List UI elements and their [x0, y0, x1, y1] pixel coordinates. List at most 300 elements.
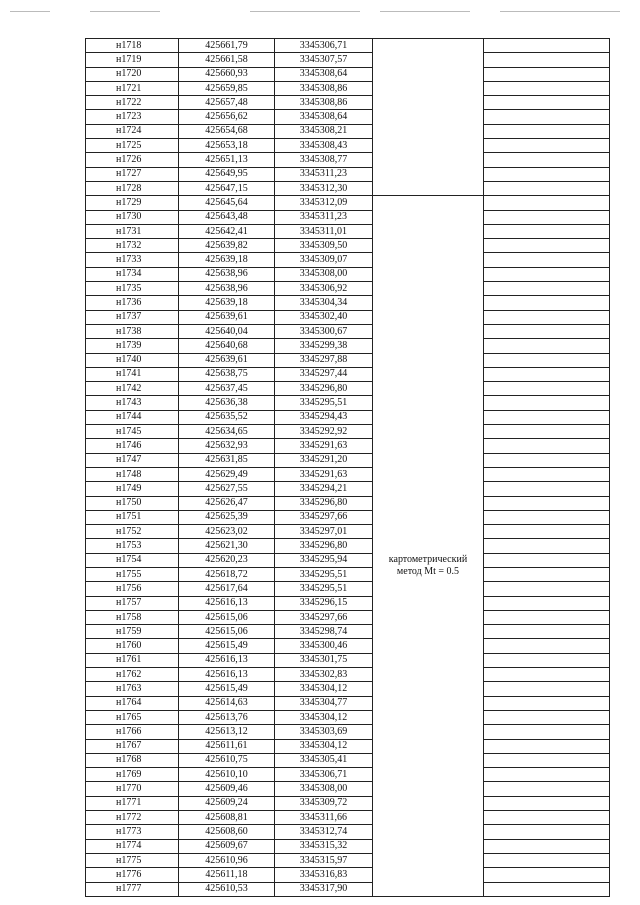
- point-id-cell: н1772: [86, 811, 179, 825]
- y-coordinate-cell: 3345311,23: [275, 210, 373, 224]
- x-coordinate-cell: 425635,52: [179, 410, 275, 424]
- table-row: [86, 768, 610, 782]
- empty-cell: [484, 367, 610, 381]
- point-id-cell: н1723: [86, 110, 179, 124]
- y-coordinate-cell: 3345308,77: [275, 153, 373, 167]
- x-coordinate-cell: 425640,04: [179, 324, 275, 338]
- x-coordinate-cell: 425649,95: [179, 167, 275, 181]
- y-coordinate-cell: 3345308,86: [275, 96, 373, 110]
- empty-cell: [484, 224, 610, 238]
- y-coordinate-cell: 3345297,66: [275, 610, 373, 624]
- x-coordinate-cell: 425629,49: [179, 467, 275, 481]
- x-coordinate-cell: 425636,38: [179, 396, 275, 410]
- point-id-cell: н1736: [86, 296, 179, 310]
- table-row: [86, 339, 610, 353]
- x-coordinate-cell: 425639,61: [179, 353, 275, 367]
- table-row: [86, 310, 610, 324]
- table-row: [86, 425, 610, 439]
- empty-cell: [484, 553, 610, 567]
- table-row: [86, 196, 610, 210]
- x-coordinate-cell: 425618,72: [179, 567, 275, 581]
- y-coordinate-cell: 3345306,92: [275, 282, 373, 296]
- x-coordinate-cell: 425616,13: [179, 668, 275, 682]
- x-coordinate-cell: 425610,75: [179, 753, 275, 767]
- x-coordinate-cell: 425613,12: [179, 725, 275, 739]
- x-coordinate-cell: 425608,81: [179, 811, 275, 825]
- table-row: [86, 811, 610, 825]
- point-id-cell: н1738: [86, 324, 179, 338]
- y-coordinate-cell: 3345316,83: [275, 868, 373, 882]
- empty-cell: [484, 81, 610, 95]
- x-coordinate-cell: 425632,93: [179, 439, 275, 453]
- x-coordinate-cell: 425608,60: [179, 825, 275, 839]
- point-id-cell: н1766: [86, 725, 179, 739]
- empty-cell: [484, 310, 610, 324]
- table-row: [86, 725, 610, 739]
- x-coordinate-cell: 425638,96: [179, 267, 275, 281]
- y-coordinate-cell: 3345297,66: [275, 510, 373, 524]
- empty-cell: [484, 96, 610, 110]
- point-id-cell: н1749: [86, 482, 179, 496]
- empty-cell: [484, 639, 610, 653]
- y-coordinate-cell: 3345308,64: [275, 110, 373, 124]
- table-row: [86, 653, 610, 667]
- point-id-cell: н1732: [86, 239, 179, 253]
- y-coordinate-cell: 3345298,74: [275, 625, 373, 639]
- table-row: [86, 482, 610, 496]
- x-coordinate-cell: 425609,24: [179, 796, 275, 810]
- y-coordinate-cell: 3345297,01: [275, 525, 373, 539]
- x-coordinate-cell: 425615,49: [179, 682, 275, 696]
- point-id-cell: н1737: [86, 310, 179, 324]
- coordinates-table: [85, 38, 610, 897]
- y-coordinate-cell: 3345317,90: [275, 882, 373, 896]
- x-coordinate-cell: 425643,48: [179, 210, 275, 224]
- empty-cell: [484, 811, 610, 825]
- table-row: [86, 353, 610, 367]
- y-coordinate-cell: 3345297,88: [275, 353, 373, 367]
- y-coordinate-cell: 3345296,80: [275, 539, 373, 553]
- empty-cell: [484, 382, 610, 396]
- table-row: [86, 39, 610, 53]
- table-row: [86, 153, 610, 167]
- empty-cell: [484, 110, 610, 124]
- method-cell: [373, 196, 484, 897]
- y-coordinate-cell: 3345304,34: [275, 296, 373, 310]
- x-coordinate-cell: 425639,18: [179, 253, 275, 267]
- y-coordinate-cell: 3345291,20: [275, 453, 373, 467]
- y-coordinate-cell: 3345291,63: [275, 467, 373, 481]
- y-coordinate-cell: 3345308,86: [275, 81, 373, 95]
- y-coordinate-cell: 3345296,15: [275, 596, 373, 610]
- empty-cell: [484, 39, 610, 53]
- point-id-cell: н1769: [86, 768, 179, 782]
- table-row: [86, 382, 610, 396]
- y-coordinate-cell: 3345303,69: [275, 725, 373, 739]
- empty-cell: [484, 753, 610, 767]
- point-id-cell: н1762: [86, 668, 179, 682]
- y-coordinate-cell: 3345291,63: [275, 439, 373, 453]
- empty-cell: [484, 181, 610, 195]
- table-row: [86, 210, 610, 224]
- empty-cell: [484, 625, 610, 639]
- empty-cell: [484, 396, 610, 410]
- scan-artifact-top: [0, 0, 640, 14]
- empty-cell: [484, 339, 610, 353]
- table-row: [86, 625, 610, 639]
- empty-cell: [484, 410, 610, 424]
- empty-cell: [484, 53, 610, 67]
- empty-cell: [484, 267, 610, 281]
- point-id-cell: н1775: [86, 853, 179, 867]
- empty-cell: [484, 868, 610, 882]
- y-coordinate-cell: 3345308,43: [275, 139, 373, 153]
- empty-cell: [484, 153, 610, 167]
- x-coordinate-cell: 425661,79: [179, 39, 275, 53]
- table-row: [86, 553, 610, 567]
- y-coordinate-cell: 3345295,51: [275, 582, 373, 596]
- table-row: [86, 81, 610, 95]
- x-coordinate-cell: 425639,18: [179, 296, 275, 310]
- point-id-cell: н1726: [86, 153, 179, 167]
- empty-cell: [484, 253, 610, 267]
- table-row: [86, 882, 610, 896]
- table-row: [86, 610, 610, 624]
- y-coordinate-cell: 3345302,83: [275, 668, 373, 682]
- empty-cell: [484, 196, 610, 210]
- table-row: [86, 567, 610, 581]
- point-id-cell: н1718: [86, 39, 179, 53]
- empty-cell: [484, 825, 610, 839]
- table-row: [86, 710, 610, 724]
- table-row: [86, 825, 610, 839]
- x-coordinate-cell: 425616,13: [179, 596, 275, 610]
- y-coordinate-cell: 3345294,21: [275, 482, 373, 496]
- y-coordinate-cell: 3345294,43: [275, 410, 373, 424]
- y-coordinate-cell: 3345300,67: [275, 324, 373, 338]
- x-coordinate-cell: 425637,45: [179, 382, 275, 396]
- table-row: [86, 839, 610, 853]
- method-note-line-2: метод Mt = 0.5: [396, 566, 460, 578]
- y-coordinate-cell: 3345295,51: [275, 396, 373, 410]
- table-row: [86, 239, 610, 253]
- point-id-cell: н1744: [86, 410, 179, 424]
- method-cell-empty: [373, 39, 484, 196]
- point-id-cell: н1750: [86, 496, 179, 510]
- point-id-cell: н1721: [86, 81, 179, 95]
- empty-cell: [484, 596, 610, 610]
- x-coordinate-cell: 425651,13: [179, 153, 275, 167]
- y-coordinate-cell: 3345308,64: [275, 67, 373, 81]
- point-id-cell: н1740: [86, 353, 179, 367]
- point-id-cell: н1757: [86, 596, 179, 610]
- point-id-cell: н1764: [86, 696, 179, 710]
- table-row: [86, 410, 610, 424]
- x-coordinate-cell: 425653,18: [179, 139, 275, 153]
- empty-cell: [484, 882, 610, 896]
- point-id-cell: н1758: [86, 610, 179, 624]
- point-id-cell: н1728: [86, 181, 179, 195]
- empty-cell: [484, 139, 610, 153]
- table-row: [86, 782, 610, 796]
- point-id-cell: н1760: [86, 639, 179, 653]
- table-row: [86, 853, 610, 867]
- table-row: [86, 582, 610, 596]
- table-row: [86, 167, 610, 181]
- x-coordinate-cell: 425616,13: [179, 653, 275, 667]
- x-coordinate-cell: 425657,48: [179, 96, 275, 110]
- empty-cell: [484, 739, 610, 753]
- point-id-cell: н1720: [86, 67, 179, 81]
- y-coordinate-cell: 3345308,00: [275, 782, 373, 796]
- point-id-cell: н1768: [86, 753, 179, 767]
- x-coordinate-cell: 425639,82: [179, 239, 275, 253]
- empty-cell: [484, 296, 610, 310]
- y-coordinate-cell: 3345299,38: [275, 339, 373, 353]
- x-coordinate-cell: 425639,61: [179, 310, 275, 324]
- empty-cell: [484, 282, 610, 296]
- x-coordinate-cell: 425609,46: [179, 782, 275, 796]
- y-coordinate-cell: 3345315,32: [275, 839, 373, 853]
- empty-cell: [484, 768, 610, 782]
- table-row: [86, 296, 610, 310]
- x-coordinate-cell: 425623,02: [179, 525, 275, 539]
- x-coordinate-cell: 425625,39: [179, 510, 275, 524]
- x-coordinate-cell: 425642,41: [179, 224, 275, 238]
- table-row: [86, 139, 610, 153]
- point-id-cell: н1745: [86, 425, 179, 439]
- table-row: [86, 224, 610, 238]
- point-id-cell: н1742: [86, 382, 179, 396]
- point-id-cell: н1722: [86, 96, 179, 110]
- table-row: [86, 539, 610, 553]
- empty-cell: [484, 324, 610, 338]
- y-coordinate-cell: 3345296,80: [275, 496, 373, 510]
- point-id-cell: н1759: [86, 625, 179, 639]
- y-coordinate-cell: 3345296,80: [275, 382, 373, 396]
- empty-cell: [484, 210, 610, 224]
- x-coordinate-cell: 425626,47: [179, 496, 275, 510]
- point-id-cell: н1733: [86, 253, 179, 267]
- point-id-cell: н1743: [86, 396, 179, 410]
- table-row: [86, 124, 610, 138]
- point-id-cell: н1765: [86, 710, 179, 724]
- point-id-cell: н1756: [86, 582, 179, 596]
- table-row: [86, 510, 610, 524]
- point-id-cell: н1753: [86, 539, 179, 553]
- y-coordinate-cell: 3345304,77: [275, 696, 373, 710]
- empty-cell: [484, 653, 610, 667]
- y-coordinate-cell: 3345309,72: [275, 796, 373, 810]
- y-coordinate-cell: 3345300,46: [275, 639, 373, 653]
- y-coordinate-cell: 3345304,12: [275, 710, 373, 724]
- empty-cell: [484, 710, 610, 724]
- empty-cell: [484, 668, 610, 682]
- point-id-cell: н1748: [86, 467, 179, 481]
- empty-cell: [484, 610, 610, 624]
- table-row: [86, 796, 610, 810]
- y-coordinate-cell: 3345312,09: [275, 196, 373, 210]
- table-row: [86, 639, 610, 653]
- empty-cell: [484, 510, 610, 524]
- table-row: [86, 53, 610, 67]
- x-coordinate-cell: 425610,53: [179, 882, 275, 896]
- point-id-cell: н1739: [86, 339, 179, 353]
- point-id-cell: н1735: [86, 282, 179, 296]
- x-coordinate-cell: 425660,93: [179, 67, 275, 81]
- empty-cell: [484, 67, 610, 81]
- point-id-cell: н1777: [86, 882, 179, 896]
- table-row: [86, 467, 610, 481]
- empty-cell: [484, 124, 610, 138]
- point-id-cell: н1774: [86, 839, 179, 853]
- empty-cell: [484, 839, 610, 853]
- table-row: [86, 696, 610, 710]
- point-id-cell: н1761: [86, 653, 179, 667]
- table-row: [86, 282, 610, 296]
- table-row: [86, 668, 610, 682]
- table-row: [86, 367, 610, 381]
- y-coordinate-cell: 3345309,50: [275, 239, 373, 253]
- empty-cell: [484, 353, 610, 367]
- table-row: [86, 324, 610, 338]
- table-row: [86, 253, 610, 267]
- empty-cell: [484, 782, 610, 796]
- x-coordinate-cell: 425631,85: [179, 453, 275, 467]
- y-coordinate-cell: 3345315,97: [275, 853, 373, 867]
- x-coordinate-cell: 425611,18: [179, 868, 275, 882]
- table-row: [86, 439, 610, 453]
- point-id-cell: н1729: [86, 196, 179, 210]
- x-coordinate-cell: 425654,68: [179, 124, 275, 138]
- coordinates-table-body: [86, 39, 610, 897]
- point-id-cell: н1725: [86, 139, 179, 153]
- x-coordinate-cell: 425615,06: [179, 625, 275, 639]
- table-row: [86, 682, 610, 696]
- point-id-cell: н1755: [86, 567, 179, 581]
- method-note-line-1: картометрический: [388, 554, 468, 566]
- table-row: [86, 181, 610, 195]
- y-coordinate-cell: 3345304,12: [275, 682, 373, 696]
- y-coordinate-cell: 3345295,94: [275, 553, 373, 567]
- x-coordinate-cell: 425638,96: [179, 282, 275, 296]
- x-coordinate-cell: 425627,55: [179, 482, 275, 496]
- point-id-cell: н1751: [86, 510, 179, 524]
- point-id-cell: н1770: [86, 782, 179, 796]
- table-row: [86, 110, 610, 124]
- empty-cell: [484, 539, 610, 553]
- y-coordinate-cell: 3345307,57: [275, 53, 373, 67]
- point-id-cell: н1773: [86, 825, 179, 839]
- table-row: [86, 739, 610, 753]
- x-coordinate-cell: 425609,67: [179, 839, 275, 853]
- table-row: [86, 96, 610, 110]
- method-note: [389, 554, 467, 578]
- x-coordinate-cell: 425634,65: [179, 425, 275, 439]
- point-id-cell: н1731: [86, 224, 179, 238]
- point-id-cell: н1771: [86, 796, 179, 810]
- y-coordinate-cell: 3345312,30: [275, 181, 373, 195]
- x-coordinate-cell: 425638,75: [179, 367, 275, 381]
- empty-cell: [484, 725, 610, 739]
- y-coordinate-cell: 3345295,51: [275, 567, 373, 581]
- x-coordinate-cell: 425610,10: [179, 768, 275, 782]
- point-id-cell: н1763: [86, 682, 179, 696]
- x-coordinate-cell: 425613,76: [179, 710, 275, 724]
- point-id-cell: н1741: [86, 367, 179, 381]
- empty-cell: [484, 439, 610, 453]
- point-id-cell: н1730: [86, 210, 179, 224]
- x-coordinate-cell: 425621,30: [179, 539, 275, 553]
- point-id-cell: н1776: [86, 868, 179, 882]
- y-coordinate-cell: 3345306,71: [275, 39, 373, 53]
- empty-cell: [484, 696, 610, 710]
- empty-cell: [484, 496, 610, 510]
- table-row: [86, 596, 610, 610]
- y-coordinate-cell: 3345311,01: [275, 224, 373, 238]
- point-id-cell: н1727: [86, 167, 179, 181]
- empty-cell: [484, 167, 610, 181]
- y-coordinate-cell: 3345308,21: [275, 124, 373, 138]
- x-coordinate-cell: 425640,68: [179, 339, 275, 353]
- empty-cell: [484, 467, 610, 481]
- x-coordinate-cell: 425610,96: [179, 853, 275, 867]
- empty-cell: [484, 525, 610, 539]
- point-id-cell: н1754: [86, 553, 179, 567]
- x-coordinate-cell: 425611,61: [179, 739, 275, 753]
- empty-cell: [484, 453, 610, 467]
- y-coordinate-cell: 3345312,74: [275, 825, 373, 839]
- table-row: [86, 453, 610, 467]
- empty-cell: [484, 239, 610, 253]
- y-coordinate-cell: 3345309,07: [275, 253, 373, 267]
- y-coordinate-cell: 3345304,12: [275, 739, 373, 753]
- point-id-cell: н1734: [86, 267, 179, 281]
- point-id-cell: н1746: [86, 439, 179, 453]
- table-row: [86, 267, 610, 281]
- x-coordinate-cell: 425647,15: [179, 181, 275, 195]
- empty-cell: [484, 853, 610, 867]
- x-coordinate-cell: 425615,49: [179, 639, 275, 653]
- y-coordinate-cell: 3345301,75: [275, 653, 373, 667]
- y-coordinate-cell: 3345306,71: [275, 768, 373, 782]
- point-id-cell: н1724: [86, 124, 179, 138]
- table-row: [86, 67, 610, 81]
- empty-cell: [484, 582, 610, 596]
- y-coordinate-cell: 3345305,41: [275, 753, 373, 767]
- empty-cell: [484, 567, 610, 581]
- y-coordinate-cell: 3345292,92: [275, 425, 373, 439]
- empty-cell: [484, 796, 610, 810]
- table-row: [86, 753, 610, 767]
- empty-cell: [484, 425, 610, 439]
- table-row: [86, 525, 610, 539]
- x-coordinate-cell: 425617,64: [179, 582, 275, 596]
- x-coordinate-cell: 425659,85: [179, 81, 275, 95]
- empty-cell: [484, 482, 610, 496]
- y-coordinate-cell: 3345311,23: [275, 167, 373, 181]
- point-id-cell: н1719: [86, 53, 179, 67]
- table-row: [86, 868, 610, 882]
- x-coordinate-cell: 425645,64: [179, 196, 275, 210]
- x-coordinate-cell: 425615,06: [179, 610, 275, 624]
- empty-cell: [484, 682, 610, 696]
- y-coordinate-cell: 3345302,40: [275, 310, 373, 324]
- y-coordinate-cell: 3345311,66: [275, 811, 373, 825]
- y-coordinate-cell: 3345297,44: [275, 367, 373, 381]
- table-row: [86, 396, 610, 410]
- table-row: [86, 496, 610, 510]
